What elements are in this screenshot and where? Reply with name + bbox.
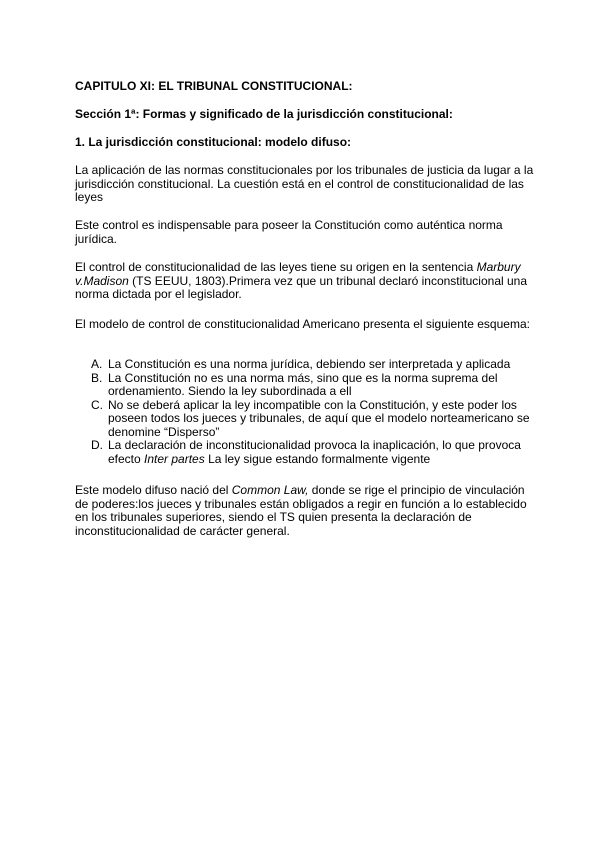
list-item (75, 358, 537, 372)
list-item-text: La Constitución es una norma jurídica, debiendo ser interpretada y aplicada (108, 357, 511, 371)
paragraph-5 (75, 484, 537, 538)
paragraph-3-text-before: El control de constitucionalidad de las leyes tiene su origen en la sentencia (75, 260, 477, 274)
list-item-text-before: La declaración de inconstitucionalidad provoca la inaplicación, lo que provoca efecto (108, 438, 521, 466)
chapter-title: CAPITULO XI: EL TRIBUNAL CONSTITUCIONAL: (75, 79, 353, 93)
list-item (75, 372, 537, 399)
list-marker: D. (91, 438, 103, 452)
paragraph-5-text-after: donde se rige el principio de vinculación de poderes:los jueces y tribunales están obligados a regir en función a lo establecido en los tribunales superiores, siendo el TS quien presenta la declaración de inconstitucionalidad de carácter general. (75, 483, 527, 538)
paragraph-3 (75, 261, 537, 302)
case-name: Marbury v.Madison (75, 260, 521, 288)
list-item-text: La Constitución no es una norma más, sino que es la norma suprema del ordenamiento. Siendo la ley subordinada a ell (108, 370, 498, 398)
paragraph-2: Este control es indispensable para poseer la Constitución como auténtica norma jurídica. (75, 218, 503, 246)
paragraph-1: La aplicación de las normas constitucionales por los tribunales de justicia da lugar a la jurisdicción constitucional. La cuestión está en el control de constitucionalidad de las leyes (75, 163, 534, 204)
list-marker: A. (91, 357, 103, 371)
paragraph-4: El modelo de control de constitucionalidad Americano presenta el siguiente esquema: (75, 317, 530, 331)
subsection-title: 1. La jurisdicción constitucional: modelo difuso: (75, 135, 352, 149)
scheme-list (75, 358, 537, 466)
paragraph-5-text-before: Este modelo difuso nació del (75, 483, 232, 497)
list-item-italic: Inter partes (144, 451, 205, 466)
common-law: Common Law, (231, 483, 309, 497)
section-title: Sección 1ª: Formas y significado de la jurisdicción constitucional: (75, 107, 453, 121)
paragraph-3-text-after: (TS EEUU, 1803).Primera vez que un tribunal declaró inconstitucional una norma dictada por el legislador. (75, 273, 528, 301)
list-item-text-after: La ley sigue estando formalmente vigente (204, 451, 431, 466)
list-item (75, 399, 537, 440)
list-item (75, 439, 537, 466)
list-item-text: No se deberá aplicar la ley incompatible con la Constitución, y este poder los poseen todos los jueces y tribunales, de aquí que el modelo norteamericano se denomine “Disperso” (108, 397, 530, 439)
list-marker: C. (91, 397, 103, 412)
list-marker: B. (91, 370, 103, 385)
